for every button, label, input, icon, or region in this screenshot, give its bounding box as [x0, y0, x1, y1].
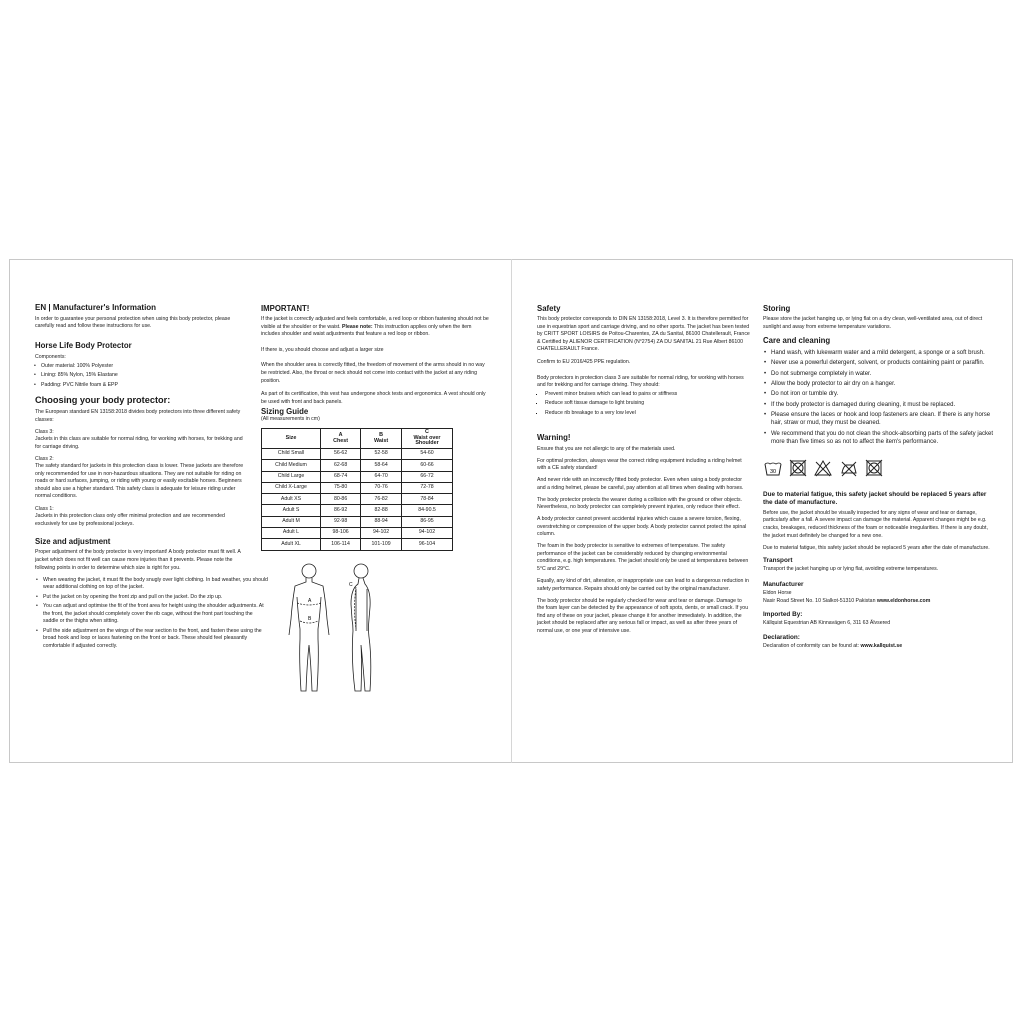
safety-text: This body protector corresponds to DIN EN 13158:2018, Level 3. It is therefore permitted for use in equestrian sport and carriage driving, and no other sports. The jacket has been tested by CRITT SPORT LOISIRS de Poitou-Charentes, ZA du Sanital, 86100 Chatellerault, France & Certified by ALIENOR CERTIFICATION (N°2754) ZA DU SANITAL 21 Rue Albert 86100 CHATELLERAULT France.: [537, 316, 750, 353]
care-points-list: [763, 349, 995, 447]
table-cell: Adult XS: [262, 494, 321, 505]
transport-text: Transport the jacket hanging up or lying flat, avoiding extreme temperatures.: [763, 565, 939, 572]
table-cell: 72-78: [402, 482, 453, 493]
warning-para: A body protector cannot prevent accidental injuries which cause a severe torsion, flexing, overstretching or compression of the upper body. A body protector cannot protect the spinal column.: [537, 516, 747, 538]
label-b: B: [308, 615, 312, 622]
table-cell: 88-94: [361, 516, 402, 527]
table-cell: 66-72: [402, 471, 453, 482]
shoulder-text: When the shoulder area is correctly fitted, the freedom of movement of the arms should in no way be restricted. Also, the throat or neck should not come into contact with the jacket at any riding position.: [261, 362, 485, 384]
larger-size-text: If there is, you should choose and adjust a larger size: [261, 346, 384, 353]
list-item: • Pull the side adjustment on the wings of the rear section to the front, and fasten these using the broad hook and loop or laces fastening on the front or back. These should feel pleasantly comfortable if adjusted correctly.: [43, 628, 268, 651]
sizing-table: [261, 428, 453, 551]
warning-para: The body protector should be regularly checked for wear and tear or damage. Damage to the foam layer can be detected by the appearance of soft spots, dents, or small crack. If you find any of these on your jacket, please change it for another immediately. In addition, the jacket should be replaced after any serious fall or impact, as well as after three years of normal use, or one year of intensive use.: [537, 597, 749, 634]
list-item: • Lining: 85% Nylon, 15% Elastane: [41, 372, 248, 380]
table-row: [262, 449, 453, 460]
imported-text: Källquist Equestrian AB Kinnavägen 6, 311 63 Älvsered: [763, 620, 891, 627]
table-cell: Child Medium: [262, 460, 321, 471]
table-header-chest: A Chest: [321, 429, 361, 449]
list-item: • Allow the body protector to air dry on a hanger.: [771, 380, 995, 388]
do-not-bleach-icon: [813, 459, 833, 477]
do-not-iron-icon: [839, 459, 859, 477]
storing-text: Please store the jacket hanging up, or lying flat on a dry clean, well-ventilated area, out of direct sunlight and away from extreme temperature variations.: [763, 316, 983, 330]
do-not-tumble-dry-icon: [865, 459, 883, 477]
table-header-waist: B Waist: [361, 429, 402, 449]
list-item: • When wearing the jacket, it must fit the body snugly over light clothing. In bad weather, you should wear additional clothing on top of the jacket.: [43, 577, 268, 592]
table-row: [262, 460, 453, 471]
table-cell: 101-109: [361, 539, 402, 550]
imported-title: Imported By:: [763, 611, 803, 619]
declaration-title: Declaration:: [763, 633, 800, 641]
right-page-column-4: [763, 304, 995, 655]
list-item: ▪ Prevent minor bruises which can lead to pains or stiffness: [545, 391, 750, 399]
product-title: Horse Life Body Protector: [35, 340, 132, 350]
do-not-dry-clean-icon: [789, 459, 807, 477]
manufacturer-title: Manufacturer: [763, 581, 804, 589]
table-cell: 75-80: [321, 482, 361, 493]
table-cell: 80-86: [321, 494, 361, 505]
warning-para: For optimal protection, always wear the correct riding equipment including a riding helmet with a CE safety standard!: [537, 457, 742, 472]
manufacturer-website: www.eldonhorse.com: [876, 597, 931, 604]
table-cell: 64-70: [361, 471, 402, 482]
important-title: IMPORTANT!: [261, 304, 310, 313]
left-page-column-2: [261, 304, 489, 699]
table-cell: Child X-Large: [262, 482, 321, 493]
warning-para: The body protector protects the wearer during a collision with the ground or other objects. Nevertheless, no body protector can completely prevent injuries, only reduce their effect.: [537, 496, 743, 511]
care-title: Care and cleaning: [763, 336, 831, 346]
hand-wash-30-icon: [763, 459, 783, 477]
safety-title: Safety: [537, 304, 561, 313]
page-fold: [511, 259, 512, 763]
table-cell: Child Small: [262, 449, 321, 460]
table-row: [262, 516, 453, 527]
table-cell: Adult M: [262, 516, 321, 527]
warning-title: Warning!: [537, 433, 571, 443]
certification-text: As part of its certification, this vest has undergone shock tests and ergonomics. A vest should only be used with front and back panels.: [261, 391, 486, 405]
class3-text: Jackets in this class are suitable for normal riding, for working with horses, for trekking and for carriage driving.: [35, 436, 243, 450]
list-item: • Do not submerge completely in water.: [771, 370, 995, 378]
table-cell: 92-98: [321, 516, 361, 527]
class3-safety-text: Body protectors in protection class 3 are suitable for normal riding, for working with horses and for trekking and for carriage driving. They should:: [537, 374, 744, 389]
table-cell: 54-60: [402, 449, 453, 460]
class1-text: Jackets in this protection class only offer minimal protection and are recommended exclusively for use by professional jockeys.: [35, 513, 225, 527]
table-cell: 86-95: [402, 516, 453, 527]
table-cell: 78-84: [402, 494, 453, 505]
list-item: ▪ Reduce soft tissue damage to light bruising: [545, 400, 750, 408]
table-cell: 86-92: [321, 505, 361, 516]
table-cell: 60-66: [402, 460, 453, 471]
table-row: [262, 505, 453, 516]
list-item: • You can adjust and optimise the fit of the front area for height using the shoulder adjustments. At the front, the jacket should completely cover the rib cage, without the front part touching the saddle or the thighs when sitting.: [43, 603, 268, 626]
size-text: Proper adjustment of the body protector is very important! A body protector must fit well. A jacket which does not fit well can cause more injuries than it prevents. Please note the following points in order to determine which size is right for you.: [35, 549, 241, 571]
svg-text:30: 30: [769, 468, 777, 475]
fatigue-text-2: Due to material fatigue, this safety jacket should be replaced 5 years after the date of manufacture.: [763, 544, 990, 551]
warning-para: Ensure that you are not allergic to any of the materials used.: [537, 445, 676, 452]
class3-label: Class 3:: [35, 428, 54, 435]
warning-para: And never ride with an incorrectly fitted body protector. Even when using a body protector and a riding helmet, please be careful, pay attention at all times when dealing with horses.: [537, 477, 744, 491]
list-item: • Put the jacket on by opening the front zip and pull on the jacket. Do the zip up.: [43, 594, 268, 602]
table-row: [262, 471, 453, 482]
measurement-figure: [273, 559, 393, 699]
table-cell: 68-74: [321, 471, 361, 482]
table-cell: 52-58: [361, 449, 402, 460]
class2-text: The safety standard for jackets in this protection class is lower. These jackets are therefore only recommended for use in non-hazardous situations. They are not suitable for riding on roads or hard surfaces, jumping, or riding with young or easily excitable horses. Beginners should also use a higher standard. This safety class is adequate for leisure riding under normal conditions.: [35, 463, 244, 500]
table-cell: 82-88: [361, 505, 402, 516]
table-cell: Adult L: [262, 528, 321, 539]
table-cell: 98-106: [321, 528, 361, 539]
list-item: • Padding: PVC Nitrile foam & EPP: [41, 382, 248, 390]
sizing-table-body: [262, 449, 453, 551]
table-cell: Child Large: [262, 471, 321, 482]
size-title: Size and adjustment: [35, 537, 111, 547]
manufacturer-info-header: EN | Manufacturer's Information: [35, 303, 157, 312]
confirm-text: Confirm to EU 2016/425 PPE regulation.: [537, 359, 631, 365]
table-cell: 94-102: [402, 528, 453, 539]
table-row: [262, 494, 453, 505]
components-list: [35, 363, 248, 390]
declaration-website: www.kallquist.se: [860, 642, 903, 649]
list-item: • Outer material: 100% Polyester: [41, 363, 248, 371]
choose-text: The European standard EN 13158:2018 divides body protectors into three different safety classes:: [35, 409, 241, 423]
list-item: • We recommend that you do not clean the shock-absorbing parts of the safety jacket more than five times so as not to affect the item's performance.: [771, 430, 995, 447]
table-cell: 94-102: [361, 528, 402, 539]
table-row: [262, 482, 453, 493]
storing-title: Storing: [763, 304, 791, 313]
care-icons-row: [763, 459, 995, 477]
table-cell: 106-114: [321, 539, 361, 550]
warning-para: The foam in the body protector is sensitive to extremes of temperature. The safety performance of the jacket can be considerably reduced by changing environmental conditions, e.g. high temperatures. The jacket should only be used at temperatures between 5°C and 29°C.: [537, 543, 749, 572]
manufacturer-name: Eldon Horse: [763, 590, 792, 597]
warning-para: Equally, any kind of dirt, alteration, or inappropriate use can lead to a dangerous reduction in safety performance. Repairs should only be carried out by the original manufacturer.: [537, 577, 749, 592]
fatigue-bold-text: Due to material fatigue, this safety jacket should be replaced 5 years after the date of manufacture.: [763, 490, 987, 507]
front-body-figure: [289, 564, 329, 691]
left-page-column-1: [35, 303, 268, 654]
sizing-subtitle: (All measurements in cm): [261, 416, 320, 423]
list-item: • Do not iron or tumble dry.: [771, 390, 995, 398]
fatigue-text: Before use, the jacket should be visually inspected for any signs of wear and tear or damage, particularly after a fall. A severe impact can damage the material. Apparent changes might be e.g. cracks, breakages, reduced thickness of the foam or noticeable irregularities. If there is any doubt, the jacket must definitely be changed for a new one.: [763, 509, 988, 539]
class3-points-list: [537, 391, 750, 418]
class2-label: Class 2:: [35, 455, 54, 462]
table-header-row: [262, 429, 453, 449]
manufacturer-address: Nasir Road Street No. 10 Sialkot-51310 Pakistan www.eldonhorse.com: [763, 597, 931, 604]
table-header-waist-over-shoulder: C Waist over Shoulder: [402, 429, 453, 449]
list-item: • Never use a powerful detergent, solvent, or products containing paint or paraffin.: [771, 359, 995, 367]
table-header-size: Size: [262, 429, 321, 449]
table-cell: 70-76: [361, 482, 402, 493]
sizing-title: Sizing Guide: [261, 407, 309, 417]
table-cell: Adult XL: [262, 539, 321, 550]
declaration-text: Declaration of conformity can be found at: www.kallquist.se: [763, 642, 903, 649]
table-cell: 58-64: [361, 460, 402, 471]
size-points-list: [35, 577, 268, 651]
list-item: • Please ensure the laces or hook and loop fasteners are clean. If there is any horse hair, straw or mud, they must be cleaned.: [771, 411, 995, 428]
table-cell: 96-104: [402, 539, 453, 550]
table-cell: 56-62: [321, 449, 361, 460]
intro-text: In order to guarantee your personal protection when using this body protector, please carefully read and follow these instructions for use.: [35, 315, 231, 330]
list-item: • If the body protector is damaged during cleaning, it must be replaced.: [771, 401, 995, 409]
transport-title: Transport: [763, 556, 793, 564]
label-a: A: [308, 597, 312, 604]
choose-title: Choosing your body protector:: [35, 395, 171, 406]
important-text: If the jacket is correctly adjusted and feels comfortable, a red loop or ribbon fastening should not be visible at the shoulder or the waist. Please note: This instruction applies only when the item includes shoulder and waist adjustments that feature a red loop or ribbon.: [261, 316, 489, 338]
table-cell: 76-82: [361, 494, 402, 505]
table-row: [262, 528, 453, 539]
table-cell: 84-90.5: [402, 505, 453, 516]
side-body-figure: [351, 564, 371, 691]
table-cell: 62-68: [321, 460, 361, 471]
list-item: • Hand wash, with lukewarm water and a mild detergent, a sponge or a soft brush.: [771, 349, 995, 357]
right-page-column-3: [537, 304, 750, 640]
list-item: ▪ Reduce rib breakage to a very low level: [545, 410, 750, 418]
table-cell: Adult S: [262, 505, 321, 516]
label-c: C: [349, 581, 353, 588]
table-row: [262, 539, 453, 550]
components-label: Components:: [35, 354, 66, 360]
class1-label: Class 1:: [35, 505, 54, 512]
